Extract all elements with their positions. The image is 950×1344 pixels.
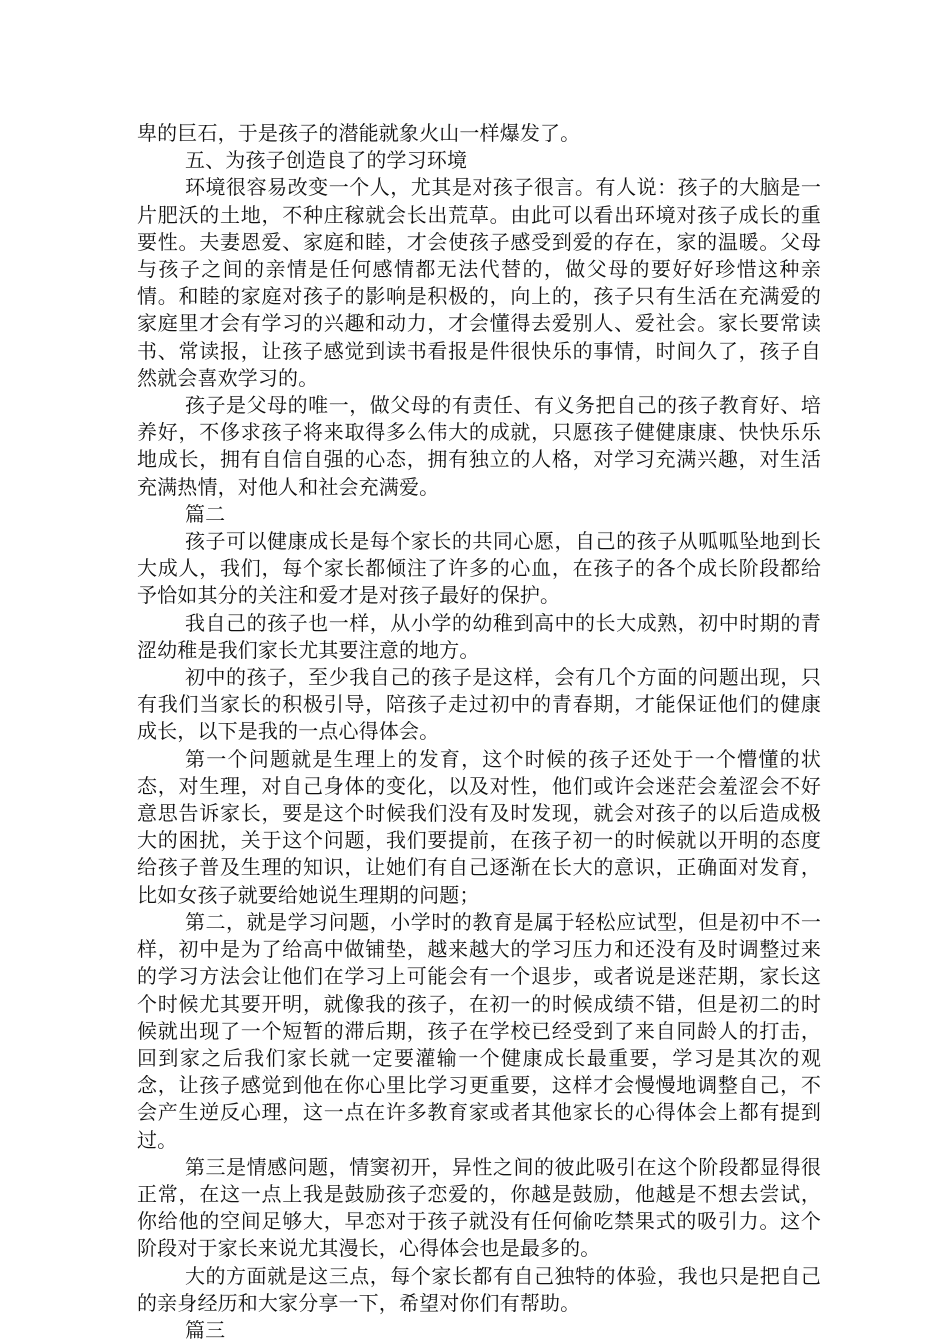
paragraph: 第三是情感问题，情窦初开，异性之间的彼此吸引在这个阶段都显得很正常，在这一点上我是鼓励孩子恋爱的，你越是鼓励，他越是不想去尝试，你给他的空间足够大，早恋对于孩子就没有任何偷吃禁果式的吸引力。这个阶段对于家长来说尤其漫长，心得体会也是最多的。: [137, 1154, 821, 1261]
paragraph: 大的方面就是这三点，每个家长都有自己独特的体验，我也只是把自己的亲身经历和大家分享一下，希望对你们有帮助。: [137, 1263, 821, 1315]
section-heading-part-two: 篇二: [185, 501, 226, 526]
paragraph: 孩子可以健康成长是每个家长的共同心愿，自己的孩子从呱呱坠地到长大成人，我们，每个家长都倾注了许多的心血，在孩子的各个成长阶段都给予恰如其分的关注和爱才是对孩子最好的保护。: [137, 529, 821, 608]
paragraph-continuation: 卑的巨石，于是孩子的潜能就象火山一样爆发了。: [137, 121, 581, 145]
paragraph: 环境很容易改变一个人，尤其是对孩子很言。有人说：孩子的大脑是一片肥沃的土地，不种庄稼就会长出荒草。由此可以看出环境对孩子成长的重要性。夫妻恩爱、家庭和睦，才会使孩子感受到爱的存在，家的温暖。父母与孩子之间的亲情是任何感情都无法代替的，做父母的要好好珍惜这种亲情。和睦的家庭对孩子的影响是积极的，向上的，孩子只有生活在充满爱的家庭里才会有学习的兴趣和动力，才会懂得去爱别人、爱社会。家长要常读书、常读报，让孩子感觉到读书看报是件很快乐的事情，时间久了，孩子自然就会喜欢学习的。: [137, 175, 821, 390]
section-heading-five: 五、为孩子创造良了的学习环境: [185, 148, 468, 173]
paragraph: 第二，就是学习问题，小学时的教育是属于轻松应试型，但是初中不一样，初中是为了给高中做铺垫，越来越大的学习压力和还没有及时调整过来的学习方法会让他们在学习上可能会有一个退步，或者说是迷茫期，家长这个时候尤其要开明，就像我的孩子，在初一的时候成绩不错，但是初二的时候就出现了一个短暂的滞后期，孩子在学校已经受到了来自同龄人的打击，回到家之后我们家长就一定要灌输一个健康成长最重要，学习是其次的观念，让孩子感觉到他在你心里比学习更重要，这样才会慢慢地调整自己，不会产生逆反心理，这一点在许多教育家或者其他家长的心得体会上都有提到过。: [137, 909, 821, 1152]
section-heading-part-three: 篇三: [185, 1317, 226, 1342]
document-body: [137, 120, 821, 1344]
paragraph: 我自己的孩子也一样，从小学的幼稚到高中的长大成熟，初中时期的青涩幼稚是我们家长尤其要注意的地方。: [137, 610, 821, 662]
paragraph: 第一个问题就是生理上的发育，这个时候的孩子还处于一个懵懂的状态，对生理，对自己身体的变化，以及对性，他们或许会迷茫会羞涩会不好意思告诉家长，要是这个时候我们没有及时发现，就会对孩子的以后造成极大的困扰，关于这个问题，我们要提前，在孩子初一的时候就以开明的态度给孩子普及生理的知识，让她们有自己逐渐在长大的意识，正确面对发育，比如女孩子就要给她说生理期的问题；: [137, 746, 821, 907]
paragraph: 孩子是父母的唯一，做父母的有责任、有义务把自己的孩子教育好、培养好，不侈求孩子将来取得多么伟大的成就，只愿孩子健健康康、快快乐乐地成长，拥有自信自强的心态，拥有独立的人格，对学习充满兴趣，对生活充满热情，对他人和社会充满爱。: [137, 393, 821, 499]
paragraph: 初中的孩子，至少我自己的孩子是这样，会有几个方面的问题出现，只有我们当家长的积极引导，陪孩子走过初中的青春期，才能保证他们的健康成长，以下是我的一点心得体会。: [137, 665, 821, 744]
